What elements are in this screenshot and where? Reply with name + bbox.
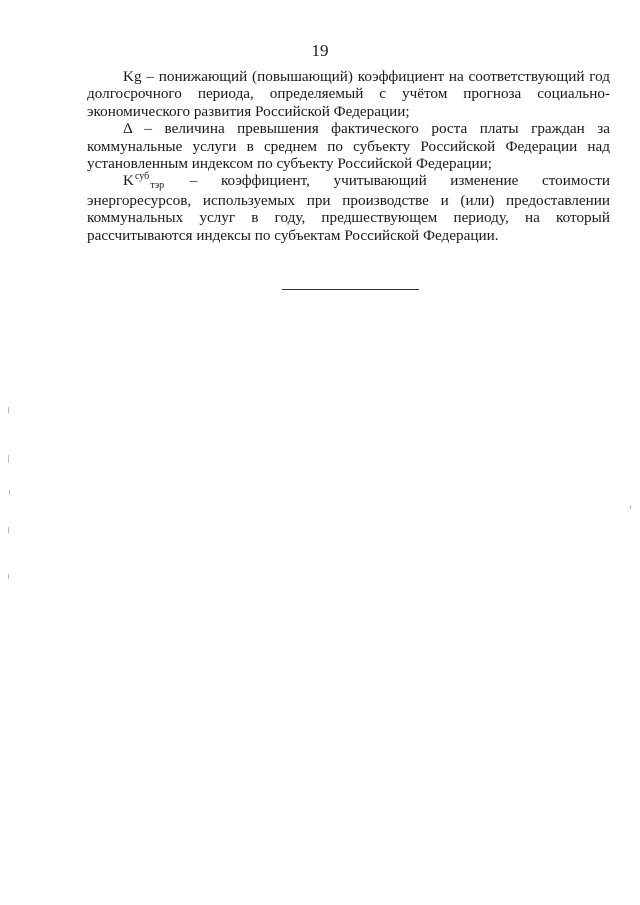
symbol-k-superscript: суб: [134, 171, 150, 183]
symbol-kg: Kg: [123, 68, 142, 85]
scan-mark: [8, 527, 9, 533]
definition-kg: [87, 68, 610, 120]
scan-mark: [8, 455, 9, 463]
scan-mark: [8, 407, 9, 413]
page-number: 19: [311, 41, 329, 60]
symbol-delta: Δ: [123, 120, 132, 138]
scan-mark: [9, 490, 10, 495]
scan-mark: [8, 574, 9, 579]
definition-delta: [87, 120, 610, 172]
definition-delta-text: – величина превышения фактического роста платы граждан за коммунальные услуги в среднем по субъекту Российской Федерации над установленным индексом по субъекту Российской Федерации;: [87, 120, 610, 173]
definition-k-ter-text: – коэффициент, учитывающий изменение стоимости энергоресурсов, используемых при производстве и (или) предоставлении коммунальных услуг в году, предшествующем периоду, на который рассчитываются индексы по субъектам Российской Федерации.: [87, 172, 610, 244]
symbol-k-subscript: тэр: [150, 180, 165, 192]
end-separator-line: [282, 289, 419, 290]
symbol-k: K: [123, 172, 134, 190]
scan-mark: [630, 505, 631, 509]
definitions-block: [87, 68, 610, 244]
definition-kg-text: – понижающий (повышающий) коэффициент на соответствующий год долгосрочного периода, определяемый с учётом прогноза социально-экономического развития Российской Федерации;: [87, 68, 610, 120]
definition-k-ter: [87, 172, 610, 244]
